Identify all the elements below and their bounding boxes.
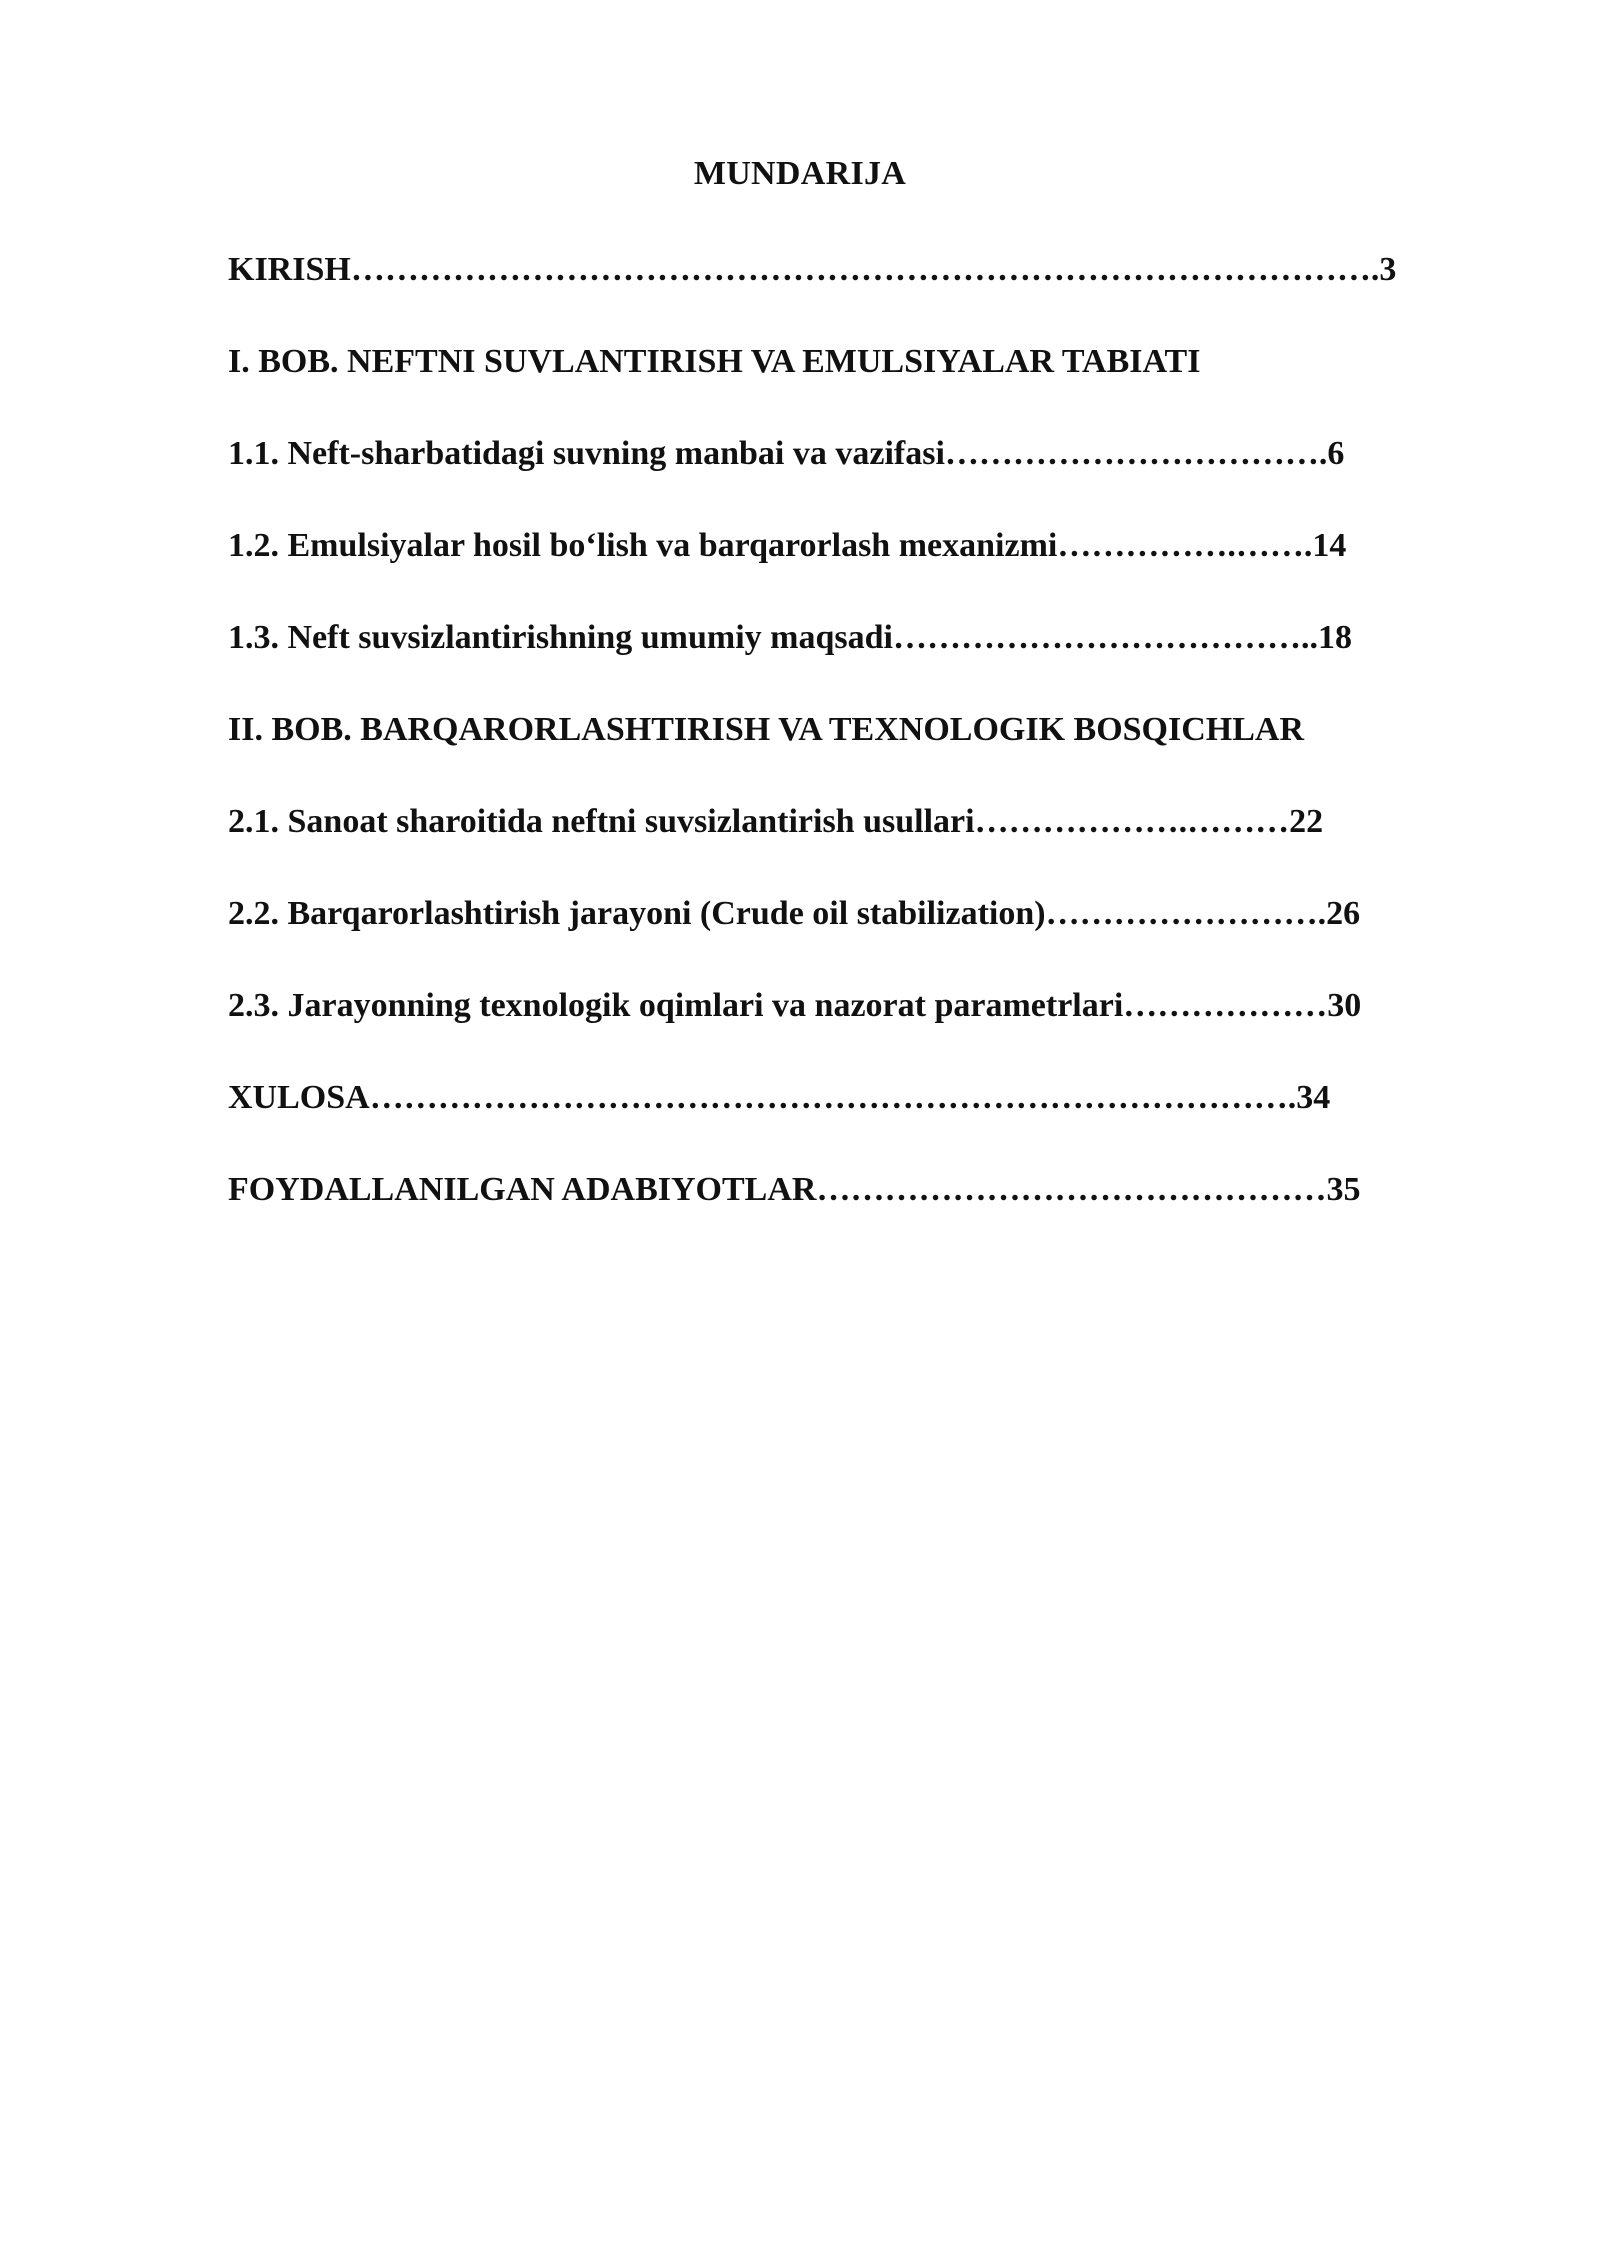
toc-entry-2-3: 2.3. Jarayonning texnologik oqimlari va nazorat parametrlari………………30 — [228, 987, 1362, 1024]
toc-entry-1-2: 1.2. Emulsiyalar hosil bo‘lish va barqarorlash mexanizmi…………….…….14 — [228, 527, 1347, 564]
toc-entry-1-3: 1.3. Neft suvsizlantirishning umumiy maqsadi………………………………..18 — [228, 619, 1352, 656]
toc-entry-xulosa: XULOSA……………………………………………………………………….34 — [228, 1079, 1331, 1116]
toc-chapter-1: I. BOB. NEFTNI SUVLANTIRISH VA EMULSIYALAR TABIATI — [228, 343, 1201, 380]
toc-chapter-2: II. BOB. BARQARORLASHTIRISH VA TEXNOLOGIK BOSQICHLAR — [228, 711, 1305, 748]
toc-entry-2-2: 2.2. Barqarorlashtirish jarayoni (Crude oil stabilization)…………………….26 — [228, 895, 1361, 932]
toc-title: MUNDARIJA — [693, 155, 907, 192]
toc-entry-2-1: 2.1. Sanoat sharoitida neftni suvsizlantirish usullari……………….………22 — [228, 803, 1324, 840]
toc-entry-kirish: KIRISH……………………………………………………………………………….3 — [228, 251, 1397, 288]
toc-entry-1-1: 1.1. Neft-sharbatidagi suvning manbai va vazifasi…………………………….6 — [228, 435, 1345, 472]
toc-entry-adabiyotlar: FOYDALLANILGAN ADABIYOTLAR………………………………………35 — [228, 1171, 1361, 1208]
